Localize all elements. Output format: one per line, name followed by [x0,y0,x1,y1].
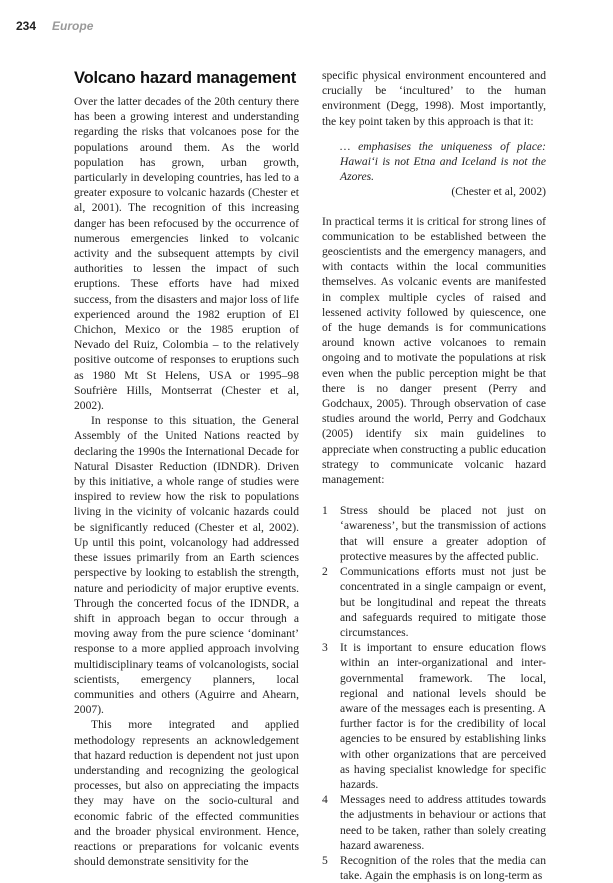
list-item [322,853,546,883]
list-item-number: 2 [322,565,328,579]
list-item-text: Recognition of the roles that the media can take. Again the emphasis is on long-term as [340,853,546,883]
paragraph-continuation: specific physical environment encountered and crucially be ‘incultured’ to the human environment (Degg, 1998). Most importantly, the key point taken by this approach is that it: [322,69,546,128]
list-item-text: It is important to ensure education flows within an inter-organizational and inter-governmental framework. The local, regional and national levels should be aware of the messages each is presenting. A further factor is for the credibility of local agencies to be ensured by establishing links with other organizations that are perceived as having specialist knowledge for specific hazards. [340,641,546,791]
list-item-number: 5 [322,853,328,867]
paragraph-communication: In practical terms it is critical for strong lines of communication to be established between the geoscientists and the emergency managers, and with contacts within the local communities themselves. As volcanic events are manifested in complex multiple cycles of raised and lessened activity followed by quiescence, one of the huge demands is for communications around known active volcanoes to remain ongoing and to motivate the populations at risk even when the public perception might be that there is no danger present (Perry and Godchaux, 2005). Through observation of case studies around the world, Perry and Godchaux (2005) identify six main guidelines to appreciate when constructing a public education strategy to communicate volcanic hazard management: [322,214,546,487]
block-quote: … emphasises the uniqueness of place: Hawai‘i is not Etna and Iceland is not the Azores. [340,139,546,184]
list-item-number: 1 [322,504,328,518]
right-column [322,68,546,883]
list-item-text: Stress should be placed not just on ‘awareness’, but the transmission of actions that will ensure a greater adoption of protective measures by the affected public. [340,504,546,563]
list-item [322,640,546,792]
list-item [322,792,546,853]
list-item-number: 3 [322,641,328,655]
paragraph-idndr: In response to this situation, the General Assembly of the United Nations reacted by declaring the 1990s the International Decade for Natural Disaster Reduction (IDNDR). Driven by this initiative, a whole range of studies were inspired to review how the risk to populations living in the vicinity of volcanic hazards could be significantly reduced (Chester et al, 2002). Up until this point, volcanology had addressed these issues primarily from an Earth sciences perspective by looking to establish the strength, nature and periodicity of major eruptive events. Through the concerted focus of the IDNDR, a shift in approach began to occur through a moving away from the pure science ‘dominant’ response to a more applied approach involving multidisciplinary teams of volcanologists, social scientists, emergency planners, local communities and others (Aguirre and Ahearn, 2007). [74,414,299,717]
paragraph-intro: Over the latter decades of the 20th century there has been a growing interest and understanding regarding the risks that volcanoes pose for the populations around them. As the world population has grown, urban growth, particularly in developing countries, has led to a greater exposure to volcanic hazards (Chester et al, 2001). The recognition of this increasing danger has been refocused by the occurrence of numerous emergencies linked to volcanic activity and the subsequent attempts by civil authorities to lessen the impact of such eruptions. These efforts have had mixed success, from the disasters and major loss of life experienced around the 1982 eruption of El Chichon, Mexico or the 1985 eruption of Nevado del Ruiz, Colombia – to the relatively positive outcome of responses to eruptions such as 1980 Mt St Helens, USA or 1995–98 Soufrière Hills, Montserrat (Chester et al, 2002). [74,95,299,413]
list-item-number: 4 [322,793,328,807]
left-column [74,62,299,869]
list-item [322,503,546,564]
page-number: 234 [16,19,37,33]
section-name: Europe [52,19,94,33]
list-item-text: Messages need to address attitudes towards the adjustments in behaviour or actions that need to be taken, rather than solely creating hazard awareness. [340,793,546,852]
quote-citation: (Chester et al, 2002) [451,185,546,199]
list-item [322,564,546,640]
paragraph-methodology: This more integrated and applied methodology represents an acknowledgement that hazard reduction is dependent not just upon understanding and recognizing the geological processes, but also on appreciating the impacts they may have on the socio-cultural and economic fabric of the effected communities and the broader physical environment. Hence, reactions or preparations for volcanic events should demonstrate sensitivity for the [74,718,299,869]
section-heading: Volcano hazard management [74,69,297,87]
guidelines-list [322,503,546,883]
running-head [16,19,93,39]
list-item-text: Communications efforts must not just be concentrated in a single campaign or event, but be longitudinal and repeat the threats and safeguards required to mitigate those circumstances. [340,565,546,639]
